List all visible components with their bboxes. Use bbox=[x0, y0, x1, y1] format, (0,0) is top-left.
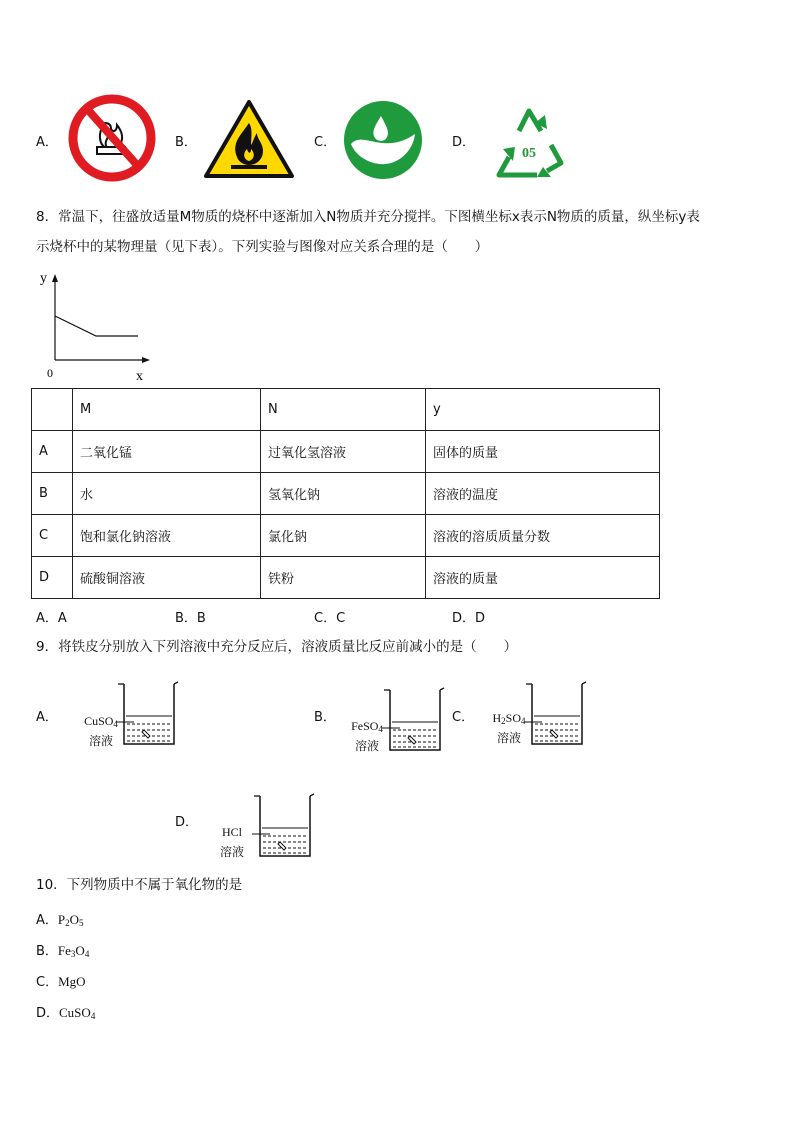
q8-answer-a: A．A bbox=[36, 611, 67, 626]
q9-option-b-letter: B． bbox=[314, 710, 336, 725]
table-row bbox=[32, 431, 660, 473]
q8-answer-c: C．C bbox=[314, 611, 346, 626]
water-saving-icon bbox=[343, 100, 423, 180]
table-cell: 固体的质量 bbox=[426, 431, 660, 473]
q8-graph bbox=[36, 266, 156, 386]
table-cell: 二氧化锰 bbox=[73, 431, 261, 473]
q10-option-a: A．$P_2O_5$ bbox=[36, 912, 84, 928]
q8-text-line2: 示烧杯中的某物理量（见下表）。下列实验与图像对应关系合理的是（ ） bbox=[36, 239, 489, 255]
table-cell: C bbox=[32, 515, 73, 557]
y-axis-arrow-icon bbox=[52, 274, 58, 282]
q9-option-d-label: HCl 溶液 bbox=[219, 825, 244, 859]
q10-text: 10．下列物质中不属于氧化物的是 bbox=[36, 877, 243, 893]
table-cell bbox=[32, 389, 73, 431]
y-axis-label: y bbox=[40, 271, 47, 286]
q9-option-c-letter: C． bbox=[452, 710, 475, 725]
table-cell: 溶液的溶质质量分数 bbox=[426, 515, 660, 557]
no-smoking-icon bbox=[67, 93, 157, 183]
q9-option-c-label: $H_2SO_4$ 溶液 bbox=[492, 711, 526, 745]
table-cell: N bbox=[261, 389, 426, 431]
origin-label: 0 bbox=[47, 366, 53, 380]
table-cell: 溶液的温度 bbox=[426, 473, 660, 515]
table-cell: B bbox=[32, 473, 73, 515]
q10-option-c: C．MgO bbox=[36, 974, 86, 990]
beaker-icon bbox=[252, 792, 316, 860]
table-row bbox=[32, 557, 660, 599]
table-row bbox=[32, 473, 660, 515]
table-cell: 硫酸铜溶液 bbox=[73, 557, 261, 599]
q10-option-b: B．$Fe_3O_4$ bbox=[36, 943, 90, 959]
table-header-row bbox=[32, 389, 660, 431]
q9-text: 9．将铁皮分别放入下列溶液中充分反应后，溶液质量比反应前减小的是（ ） bbox=[36, 639, 518, 655]
q8-table bbox=[31, 388, 660, 599]
q7-option-d-letter: D． bbox=[452, 135, 476, 150]
q10-option-d: D．CuSO$_4$ bbox=[36, 1005, 96, 1021]
q8-text-line1: 8．常温下，往盛放适量M物质的烧杯中逐渐加入N物质并充分搅拌。下图横坐标x表示N物质的质量，纵坐标y表 bbox=[36, 209, 700, 225]
flammable-warning-icon bbox=[203, 99, 295, 179]
graph-curve bbox=[55, 316, 138, 336]
table-cell: M bbox=[73, 389, 261, 431]
table-cell: 氯化钠 bbox=[261, 515, 426, 557]
table-row bbox=[32, 515, 660, 557]
beaker-icon bbox=[524, 680, 588, 748]
table-cell: A bbox=[32, 431, 73, 473]
table-cell: 过氧化氢溶液 bbox=[261, 431, 426, 473]
q7-option-c-letter: C． bbox=[314, 135, 337, 150]
table-cell: D bbox=[32, 557, 73, 599]
q9-option-d-letter: D． bbox=[175, 815, 199, 830]
q7-option-a-letter: A． bbox=[36, 135, 58, 150]
table-cell: 饱和氯化钠溶液 bbox=[73, 515, 261, 557]
table-cell: 铁粉 bbox=[261, 557, 426, 599]
table-cell: 溶液的质量 bbox=[426, 557, 660, 599]
table-cell: 氢氧化钠 bbox=[261, 473, 426, 515]
q9-option-a-letter: A． bbox=[36, 710, 58, 725]
table-cell: y bbox=[426, 389, 660, 431]
q8-answer-b: B．B bbox=[175, 611, 206, 626]
q9-option-a-label: CuSO$_4$ 溶液 bbox=[84, 714, 118, 748]
q9-option-b-label: FeSO$_4$ 溶液 bbox=[351, 719, 383, 753]
x-axis-label: x bbox=[136, 369, 143, 384]
q7-option-b-letter: B． bbox=[175, 135, 197, 150]
q8-answer-d: D．D bbox=[452, 611, 486, 626]
x-axis-arrow-icon bbox=[142, 357, 150, 363]
recycle-icon bbox=[485, 101, 573, 183]
recycle-code-text: 05 bbox=[522, 146, 536, 161]
table-cell: 水 bbox=[73, 473, 261, 515]
beaker-icon bbox=[382, 686, 446, 754]
beaker-icon bbox=[116, 680, 180, 748]
